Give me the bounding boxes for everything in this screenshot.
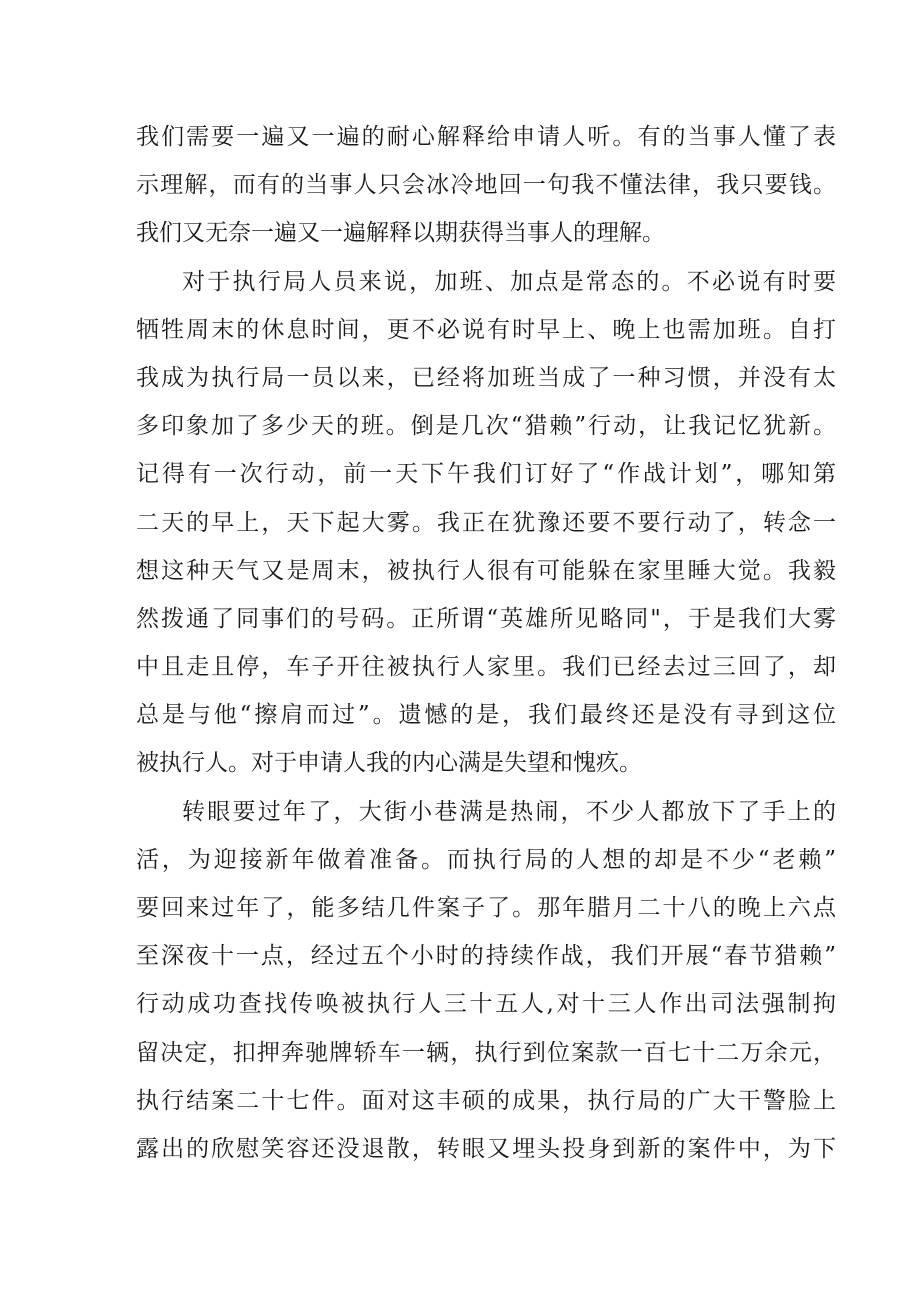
text-line: 想这种天气又是周末，被执行人很有可能躲在家里睡大觉。我毅 [136, 557, 836, 584]
text-line: 总是与他“擦肩而过”。遗憾的是，我们最终还是没有寻到这位 [136, 702, 836, 729]
body-text [136, 113, 836, 1173]
text-line: 行动成功查找传唤被执行人三十五人,对十三人作出司法强制拘 [136, 991, 836, 1018]
text-line: 活，为迎接新年做着准备。而执行局的人想的却是不少“老赖” [136, 846, 836, 873]
text-line: 至深夜十一点，经过五个小时的持续作战，我们开展“春节猎赖” [136, 943, 836, 970]
text-line: 牺牲周末的休息时间，更不必说有时早上、晚上也需加班。自打 [136, 316, 836, 343]
text-line: 要回来过年了，能多结几件案子了。那年腊月二十八的晚上六点 [136, 895, 836, 921]
text-line: 我成为执行局一员以来，已经将加班当成了一种习惯，并没有太 [136, 364, 836, 391]
paragraph-2 [136, 258, 836, 788]
text-line: 多印象加了多少天的班。倒是几次“猎赖”行动，让我记忆犹新。 [136, 413, 836, 440]
paragraph-1 [136, 113, 836, 258]
text-line: 我们又无奈一遍又一遍解释以期获得当事人的理解。 [136, 220, 665, 247]
text-line: 然拨通了同事们的号码。正所谓“英雄所见略同"，于是我们大雾 [136, 605, 836, 632]
text-line: 留决定，扣押奔驰牌轿车一辆，执行到位案款一百七十二万余元， [136, 1039, 836, 1066]
text-line: 对于执行局人员来说，加班、加点是常态的。不必说有时要 [182, 268, 836, 295]
text-line: 被执行人。对于申请人我的内心满是失望和愧疚。 [136, 750, 642, 777]
text-line: 示理解，而有的当事人只会冰冷地回一句我不懂法律，我只要钱。 [136, 172, 836, 199]
text-line: 我们需要一遍又一遍的耐心解释给申请人听。有的当事人懂了表 [136, 124, 836, 150]
text-line: 中且走且停，车子开往被执行人家里。我们已经去过三回了，却 [136, 654, 836, 681]
text-line: 转眼要过年了，大街小巷满是热闹，不少人都放下了手上的 [182, 798, 836, 825]
paragraph-3 [136, 788, 836, 1174]
text-line: 记得有一次行动，前一天下午我们订好了“作战计划”，哪知第 [136, 461, 836, 488]
text-line: 露出的欣慰笑容还没退散，转眼又埋头投身到新的案件中，为下 [136, 1135, 836, 1162]
text-line: 二天的早上，天下起大雾。我正在犹豫还要不要行动了，转念一 [136, 509, 836, 536]
text-line: 执行结案二十七件。面对这丰硕的成果，执行局的广大干警脸上 [136, 1087, 836, 1114]
